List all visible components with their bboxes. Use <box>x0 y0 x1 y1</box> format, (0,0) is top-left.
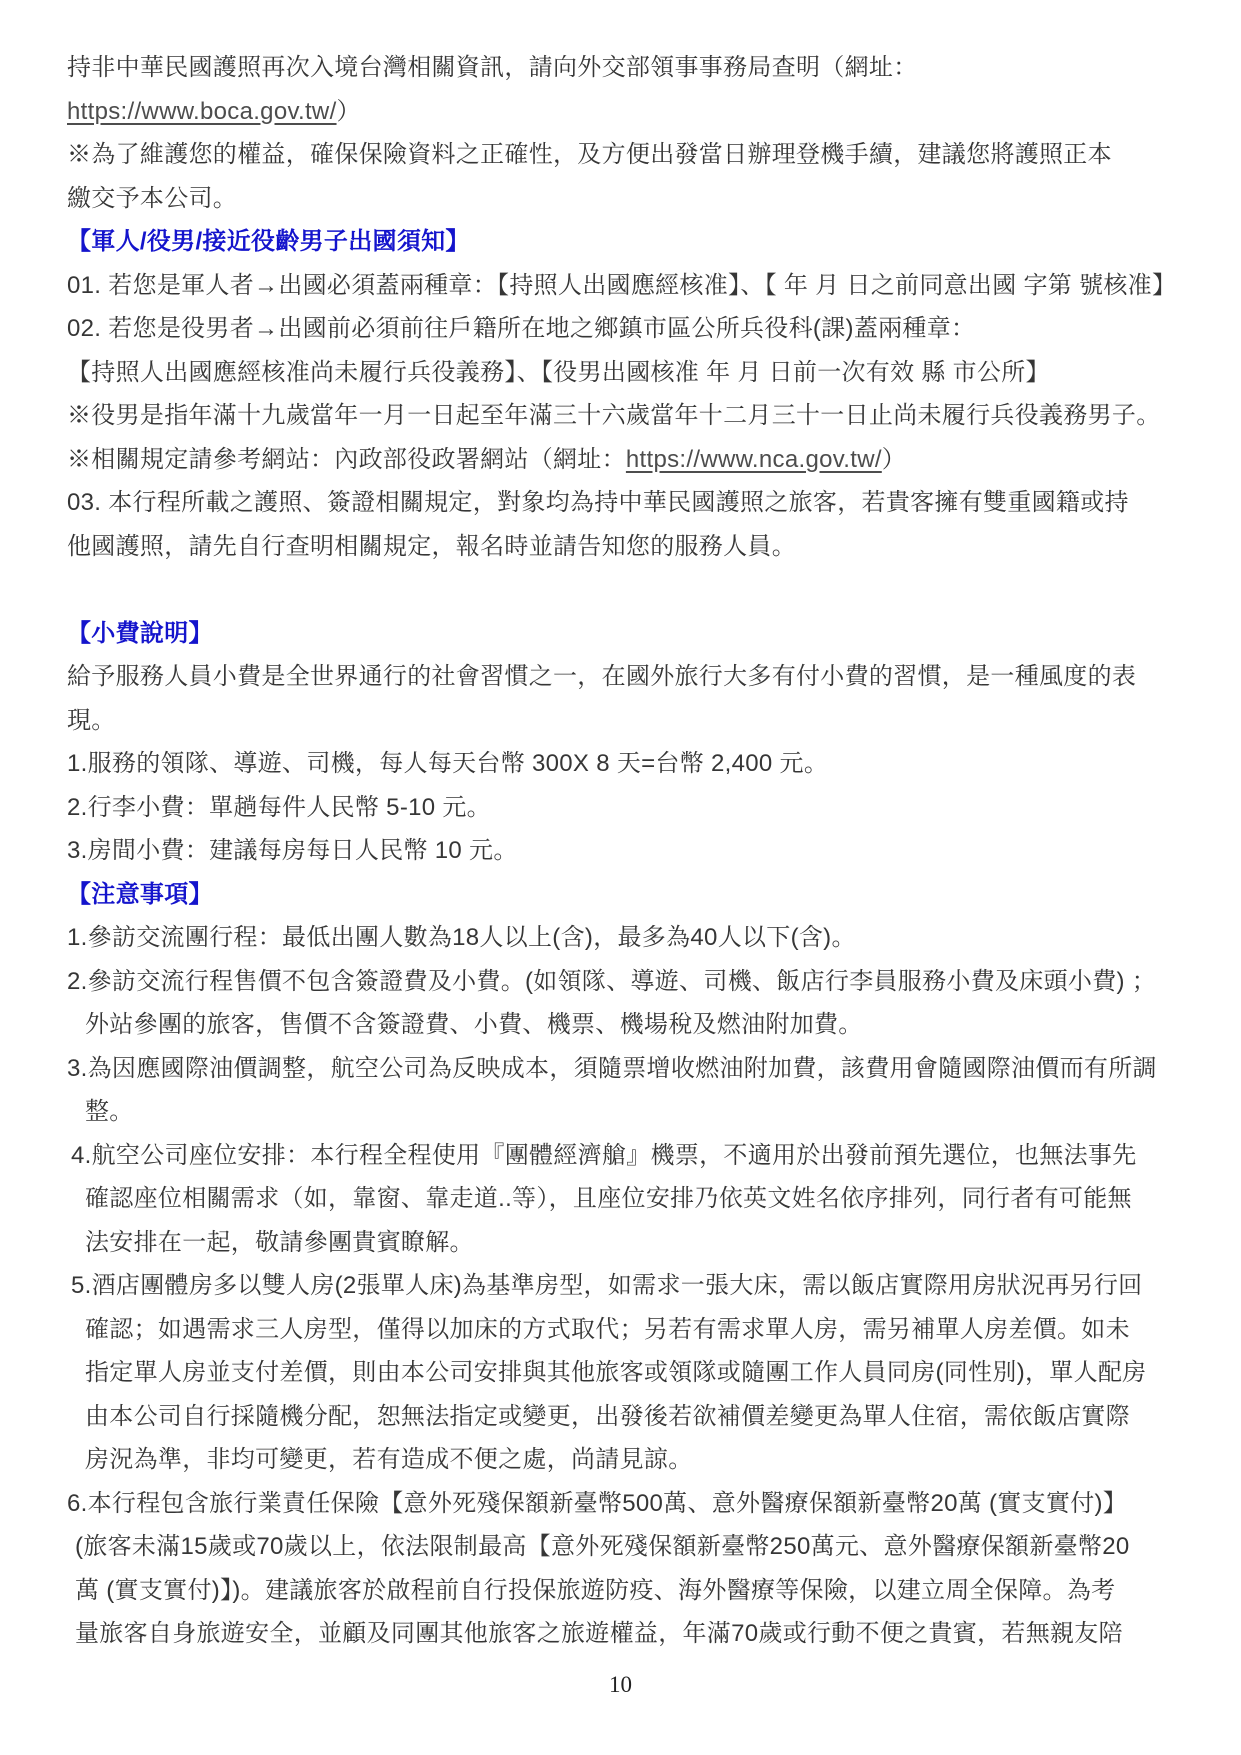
text-line <box>67 1525 1177 1569</box>
text-line <box>67 1395 1177 1439</box>
text-run: 1.參訪交流團行程：最低出團人數為18人以上(含)，最多為40人以下(含)。 <box>67 924 856 951</box>
text-run: 房況為準，非均可變更，若有造成不便之處，尚請見諒。 <box>85 1446 693 1473</box>
text-line <box>67 1221 1177 1265</box>
text-line <box>67 1438 1177 1482</box>
text-line <box>67 525 1177 569</box>
text-run: 01. 若您是軍人者→出國必須蓋兩種章：【持照人出國應經核准】、【 年 月 日之前同意出國 字第 號核准】 <box>67 271 1177 299</box>
text-run: ） <box>336 97 361 125</box>
text-run: 5.酒店團體房多以雙人房(2張單人床)為基準房型，如需求一張大床，需以飯店實際用房狀況再另行回 <box>71 1272 1143 1299</box>
text-run: 【軍人/役男/接近役齡男子出國須知】 <box>67 228 470 255</box>
url-link[interactable]: https://www.boca.gov.tw/ <box>67 97 337 125</box>
text-line <box>67 1134 1177 1178</box>
text-line <box>67 1569 1177 1613</box>
text-run: 2.參訪交流行程售價不包含簽證費及小費。(如領隊、導遊、司機、飯店行李員服務小費及床頭小費) ； <box>67 967 1157 995</box>
text-run: 02. 若您是役男者→出國前必須前往戶籍所在地之鄉鎮市區公所兵役科(課)蓋兩種章： <box>67 315 976 342</box>
blank-line <box>67 568 1177 612</box>
text-line <box>67 351 1177 395</box>
text-run: 他國護照，請先自行查明相關規定，報名時並請告知您的服務人員。 <box>67 532 796 560</box>
text-run: 萬 (實支實付)】)。建議旅客於啟程前自行投保旅遊防疫、海外醫療等保險，以建立周全保障。為考 <box>75 1576 1116 1604</box>
text-line <box>67 90 1177 134</box>
text-line <box>67 1177 1177 1221</box>
text-run: 03. 本行程所載之護照、簽證相關規定，對象均為持中華民國護照之旅客，若貴客擁有雙重國籍或持 <box>67 489 1129 516</box>
text-run: 給予服務人員小費是全世界通行的社會習慣之一，在國外旅行大多有付小費的習慣，是一種風度的表 <box>67 663 1137 690</box>
page-number: 10 <box>609 1672 632 1697</box>
text-run: 3.為因應國際油價調整，航空公司為反映成本，須隨票增收燃油附加費，該費用會隨國際油價而有所調 <box>67 1054 1157 1082</box>
text-run: 【注意事項】 <box>67 880 213 908</box>
text-run: 6.本行程包含旅行業責任保險【意外死殘保額新臺幣500萬、意外醫療保額新臺幣20萬 (實支實付)】 <box>67 1489 1128 1517</box>
text-line <box>67 916 1177 960</box>
text-line <box>67 1482 1177 1526</box>
text-line <box>67 307 1177 351</box>
section-heading <box>67 612 1177 656</box>
text-run: 繳交予本公司。 <box>67 184 238 212</box>
text-line <box>67 1047 1177 1091</box>
text-run: ） <box>881 445 907 473</box>
text-line <box>67 1264 1177 1308</box>
text-line <box>67 133 1177 177</box>
section-heading <box>67 220 1177 264</box>
text-run: 4.航空公司座位安排：本行程全程使用『團體經濟艙』機票，不適用於出發前預先選位，也無法事先 <box>71 1141 1137 1169</box>
text-run: 確認；如遇需求三人房型，僅得以加床的方式取代；另若有需求單人房，需另補單人房差價。如未 <box>85 1315 1130 1343</box>
text-line <box>67 481 1177 525</box>
text-run: 2.行李小費：單趟每件人民幣 5-10 元。 <box>67 793 491 821</box>
text-line <box>67 742 1177 786</box>
text-run: 【持照人出國應經核准尚未履行兵役義務】、【役男出國核准 年 月 日前一次有效 縣 市公所】 <box>67 358 1050 386</box>
text-run: 確認座位相關需求（如，靠窗、靠走道..等），且座位安排乃依英文姓名依序排列，同行者有可能無 <box>85 1185 1132 1212</box>
text-run: ※為了維護您的權益，確保保險資料之正確性，及方便出發當日辦理登機手續，建議您將護照正本 <box>67 141 1112 168</box>
text-line <box>67 1351 1177 1395</box>
text-run: ※相關規定請參考網站：內政部役政署網站（網址： <box>67 445 626 473</box>
text-run: 整。 <box>85 1098 134 1125</box>
text-line <box>67 264 1177 308</box>
text-run: 【小費說明】 <box>67 619 213 647</box>
text-line <box>67 1003 1177 1047</box>
text-line <box>67 960 1177 1004</box>
text-line <box>67 177 1177 221</box>
text-line <box>67 1612 1177 1656</box>
text-run: 3.房間小費：建議每房每日人民幣 10 元。 <box>67 837 518 864</box>
text-run: 外站參團的旅客，售價不含簽證費、小費、機票、機場稅及燃油附加費。 <box>85 1011 863 1038</box>
text-run: 法安排在一起，敬請參團貴賓瞭解。 <box>85 1228 474 1256</box>
text-run: 1.服務的領隊、導遊、司機，每人每天台幣 300X 8 天=台幣 2,400 元。 <box>67 750 829 777</box>
text-run: (旅客未滿15歲或70歲以上，依法限制最高【意外死殘保額新臺幣250萬元、意外醫療保額新臺幣20 <box>75 1533 1130 1560</box>
section-heading <box>67 873 1177 917</box>
text-line <box>67 1090 1177 1134</box>
text-line <box>67 46 1177 90</box>
text-line <box>67 1308 1177 1352</box>
text-run: ※役男是指年滿十九歲當年一月一日起至年滿三十六歲當年十二月三十一日止尚未履行兵役義務男子。 <box>67 402 1161 429</box>
text-run: 持非中華民國護照再次入境台灣相關資訊，請向外交部領事事務局查明（網址： <box>67 54 918 81</box>
text-run: 指定單人房並支付差價，則由本公司安排與其他旅客或領隊或隨團工作人員同房(同性別)，單人配房 <box>85 1359 1147 1386</box>
text-line <box>67 655 1177 699</box>
text-run: 由本公司自行採隨機分配，恕無法指定或變更，出發後若欲補價差變更為單人住宿，需依飯店實際 <box>85 1402 1130 1430</box>
text-line <box>67 786 1177 830</box>
text-line <box>67 438 1177 482</box>
text-run: 現。 <box>67 706 116 734</box>
text-line <box>67 699 1177 743</box>
text-run: 量旅客自身旅遊安全，並顧及同團其他旅客之旅遊權益，年滿70歲或行動不便之貴賓，若無親友陪 <box>75 1620 1123 1647</box>
url-link[interactable]: https://www.nca.gov.tw/ <box>625 445 882 473</box>
text-line <box>67 394 1177 438</box>
document-body <box>67 46 1177 1656</box>
text-line <box>67 829 1177 873</box>
